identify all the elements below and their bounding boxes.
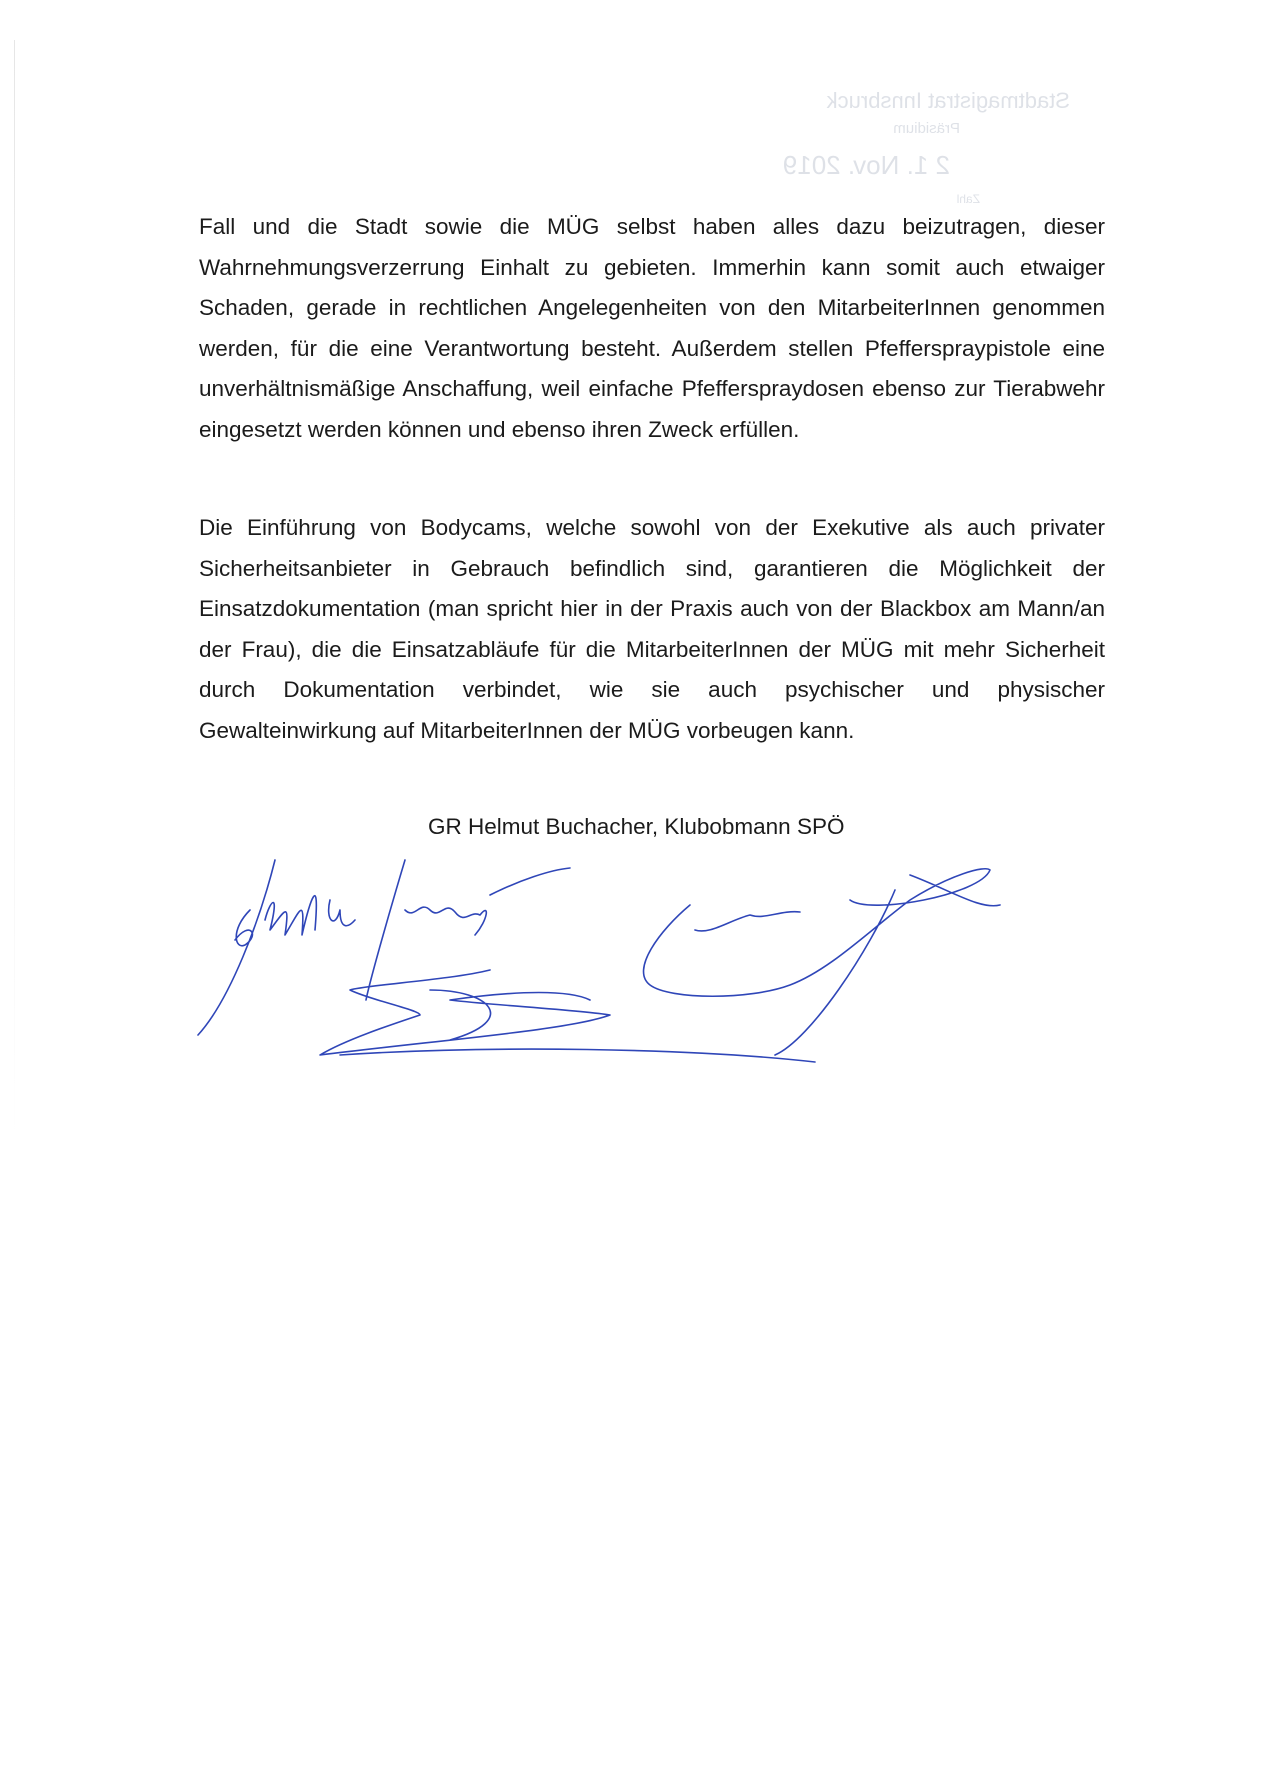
stamp-line-office: Stadtmagistrat Innsbruck <box>826 88 1070 113</box>
handwritten-signatures <box>190 840 1070 1090</box>
signature-2 <box>366 860 570 1000</box>
body-paragraph-2: Die Einführung von Bodycams, welche sowohl von der Exekutive als auch privater Sicherheitsanbieter in Gebrauch befindlich sind, garantieren die Möglichkeit der Einsatzdokumentation (man spricht hier in der Praxis auch von der Blackbox am Mann/an der Frau), die die Einsatzabläufe für die MitarbeiterInnen der MÜG mit mehr Sicherheit durch Dokumentation verbindet, wie sie auch psychischer und physischer Gewalteinwirkung auf MitarbeiterInnen der MÜG vorbeugen kann. <box>199 515 1105 743</box>
signature-1 <box>198 860 355 1035</box>
signature-4 <box>320 970 815 1062</box>
body-paragraph-1: Fall und die Stadt sowie die MÜG selbst haben alles dazu beizutragen, dieser Wahrnehmungsverzerrung Einhalt zu gebieten. Immerhin kann somit auch etwaiger Schaden, gerade in rechtlichen Angelegenheiten von den MitarbeiterInnen genommen werden, für die eine Verantwortung besteht. Außerdem stellen Pfefferspraypistole eine unverhältnismäßige Anschaffung, weil einfache Pfefferspraydosen ebenso zur Tierabwehr eingesetzt werden können und ebenso ihren Zweck erfüllen. <box>199 214 1105 442</box>
scan-edge-shadow <box>14 40 15 1140</box>
stamp-line-number: Zahl <box>956 192 980 206</box>
stamp-line-date: 2 1. Nov. 2019 <box>782 150 950 180</box>
signatory-line: GR Helmut Buchacher, Klubobmann SPÖ <box>428 814 845 839</box>
signature-3 <box>644 869 1000 1055</box>
stamp-line-department: Präsidium <box>893 120 960 137</box>
